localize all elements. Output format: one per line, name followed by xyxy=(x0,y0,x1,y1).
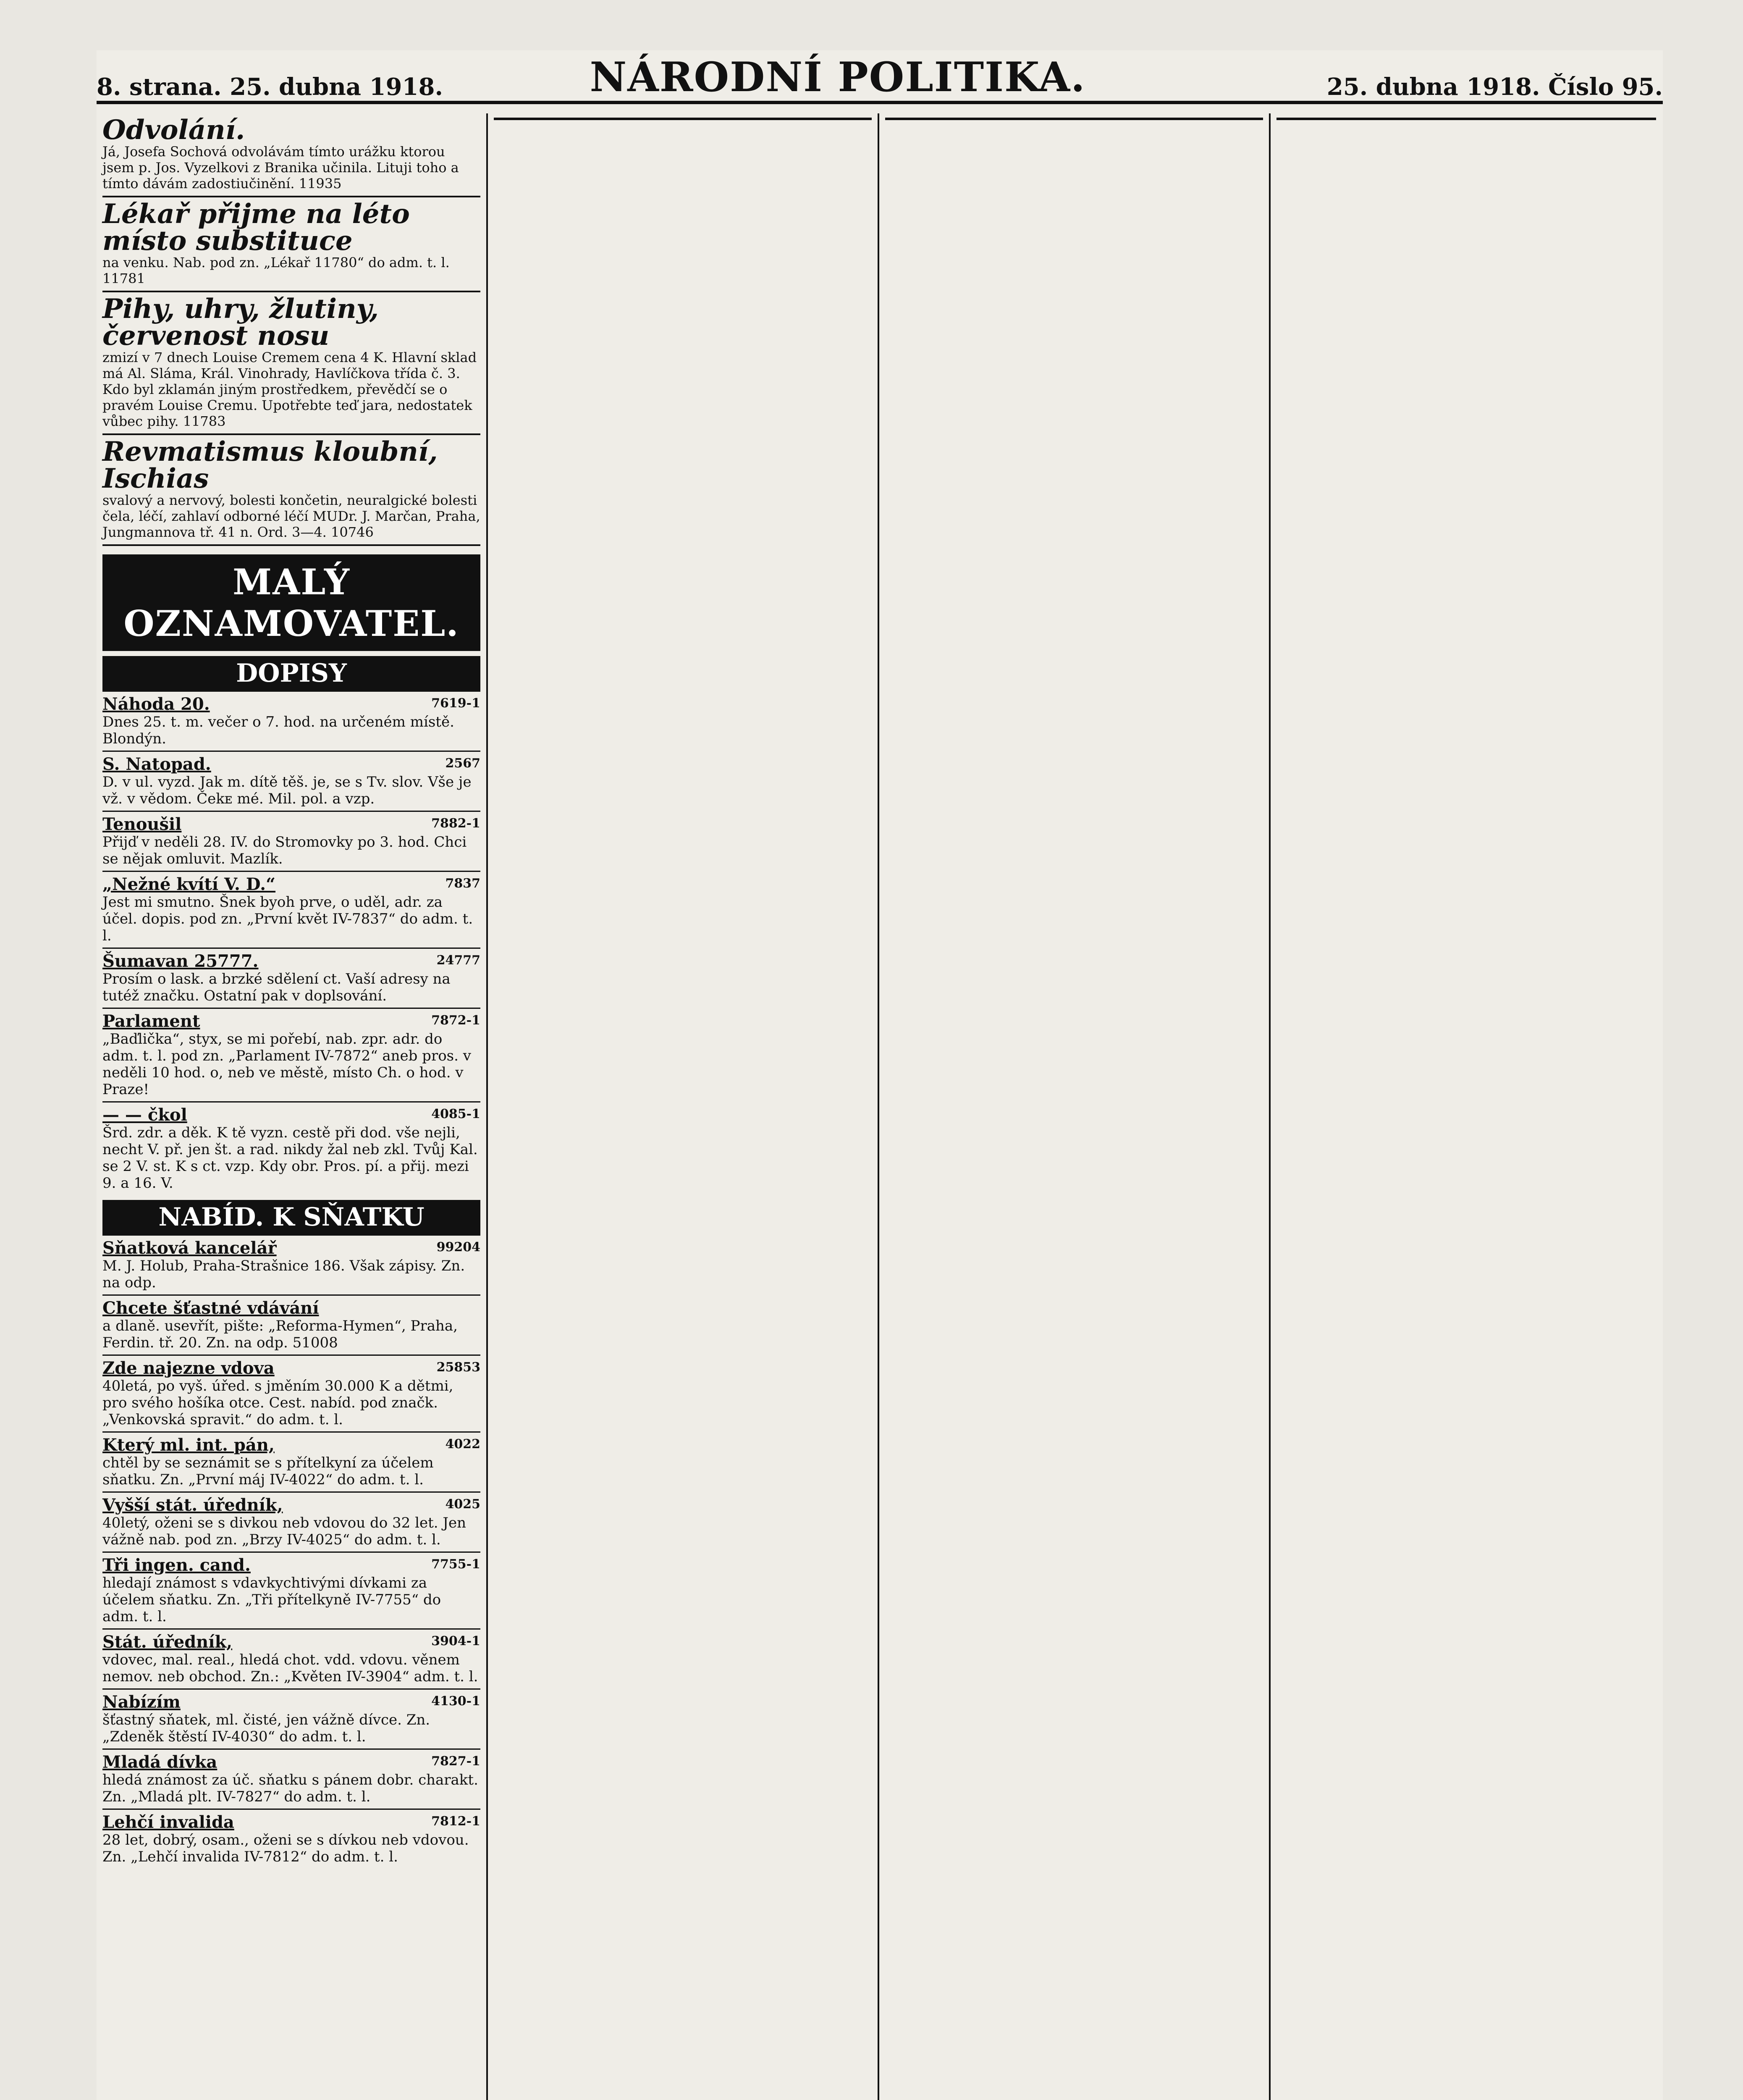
ad-text: a dlaně. usevřít, pište: „Reforma-Hymen“, Praha, Ferdin. tř. 20. Zn. na odp. 51008 xyxy=(102,1318,458,1351)
ad-title: „Nežné kvítí V. D.“ xyxy=(102,874,276,894)
top-ad-title: Lékař přijme na léto místo substituce xyxy=(102,198,410,257)
column-rule xyxy=(885,118,1263,120)
ad-text: chtěl by se seznámit se s přítelkyní za účelem sňatku. Zn. „První máj IV-4022“ do adm. t. l. xyxy=(102,1454,434,1488)
ad-text: hledá známost za úč. sňatku s pánem dobr. charakt. Zn. „Mladá plt. IV-7827“ do adm. t. l. xyxy=(102,1772,478,1805)
ad-title: Tenoušil xyxy=(102,814,182,834)
section-banner: NABÍD. K SŇATKU xyxy=(102,1200,480,1234)
ad-title: Stát. úředník, xyxy=(102,1632,233,1652)
classified-ad xyxy=(102,1008,480,1101)
ad-code: 7882-1 xyxy=(431,816,480,831)
ad-text: hledají známost s vdavkychtivými dívkami za účelem sňatku. Zn. „Tři přítelkyně IV-7755“ do adm. t. l. xyxy=(102,1575,441,1625)
ad-text: Dnes 25. t. m. večer o 7. hod. na určeném místě. Blondýn. xyxy=(102,714,454,747)
ad-code: 99204 xyxy=(436,1240,480,1255)
ad-header xyxy=(102,1633,480,1651)
ads-column-2 xyxy=(488,113,879,2100)
top-ad-title: Revmatismus kloubní, Ischias xyxy=(102,436,438,494)
classified-ad xyxy=(102,1294,480,1354)
ad-text: 28 let, dobrý, osam., oženi se s dívkou neb vdovou. Zn. „Lehčí invalida IV-7812“ do adm. t. l. xyxy=(102,1832,469,1865)
ad-code: 7755-1 xyxy=(431,1557,480,1572)
ad-text: M. J. Holub, Praha-Strašnice 186. Však zápisy. Zn. na odp. xyxy=(102,1257,465,1291)
ad-text: Přijď v neděli 28. IV. do Stromovky po 3. hod. Chci se nějak omluvit. Mazlík. xyxy=(102,834,467,867)
ad-header xyxy=(102,815,480,834)
ad-title: Tři ingen. cand. xyxy=(102,1555,251,1575)
classified-ad xyxy=(102,1551,480,1628)
ad-title: Vyšší stát. úředník, xyxy=(102,1495,283,1515)
classified-ad xyxy=(102,690,480,751)
classified-ad xyxy=(102,871,480,948)
top-ad-text: Já, Josefa Sochová odvolávám tímto urážku ktorou jsem p. Jos. Vyzelkovi z Branika učinila. Lituji toho a tímto dávám zadostiučinění. 11935 xyxy=(102,144,459,192)
top-ad-title: Odvolání. xyxy=(102,114,245,146)
ad-code: 7619-1 xyxy=(431,696,480,711)
ad-text: D. v ul. vyzd. Jak m. dítě těš. je, se s Tv. slov. Vše je vž. v vědom. Čekᴇ mé. Mil. pol. a vzp. xyxy=(102,774,472,807)
classified-ad xyxy=(102,751,480,811)
ad-code: 2567 xyxy=(445,756,480,771)
ad-header xyxy=(102,1436,480,1454)
top-ad xyxy=(102,292,480,435)
ad-title: Který ml. int. pán, xyxy=(102,1435,275,1455)
ad-header xyxy=(102,755,480,774)
ad-header xyxy=(102,1239,480,1257)
classified-ad xyxy=(102,1748,480,1809)
ad-title: Sňatková kancelář xyxy=(102,1238,277,1258)
classified-ad xyxy=(102,1354,480,1431)
ad-code: 24777 xyxy=(436,953,480,968)
ad-title: Nabízím xyxy=(102,1692,181,1712)
classified-ad xyxy=(102,1234,480,1294)
ad-code: 7827-1 xyxy=(431,1754,480,1769)
ad-header xyxy=(102,1299,480,1318)
small-ads-banner: MALÝ OZNAMOVATEL. xyxy=(102,554,480,651)
ad-header xyxy=(102,875,480,894)
section-banner: DOPISY xyxy=(102,656,480,690)
top-ad-text: zmizí v 7 dnech Louise Cremem cena 4 K. Hlavní sklad má Al. Sláma, Král. Vinohrady, Havlíčkova třída č. 3. Kdo byl zklamán jiným prostředkem, převědčí se o pravém Louise Cremu. Upotřebte teď jara, nedostatek vůbec pihy. 11783 xyxy=(102,349,477,429)
ad-text: Prosím o lask. a brzké sdělení ct. Vaší adresy na tutéž značku. Ostatní pak v doplsování. xyxy=(102,971,451,1004)
ad-title: Náhoda 20. xyxy=(102,694,210,714)
top-ad-text: na venku. Nab. pod zn. „Lékař 11780“ do adm. t. l. 11781 xyxy=(102,255,450,286)
top-ad-text: svalový a nervový, bolesti končetin, neuralgické bolesti čela, léčí, zahlaví odborné léčí MUDr. J. Marčan, Praha, Jungmannova tř. 41 n. Ord. 3—4. 10746 xyxy=(102,492,480,540)
ad-code: 7812-1 xyxy=(431,1814,480,1829)
top-ad xyxy=(102,197,480,292)
classified-ad xyxy=(102,1809,480,1869)
header-left: 8. strana. 25. dubna 1918. xyxy=(97,73,443,101)
masthead-title: NÁRODNÍ POLITIKA. xyxy=(590,53,1086,101)
ad-code: 4130-1 xyxy=(431,1694,480,1709)
top-ad xyxy=(102,113,480,197)
ads-column-1 xyxy=(97,113,488,2100)
ad-header xyxy=(102,1693,480,1712)
ad-header xyxy=(102,1753,480,1772)
ads-columns xyxy=(97,113,1663,2100)
classified-ad xyxy=(102,1688,480,1748)
ad-header xyxy=(102,695,480,714)
ad-code: 4085-1 xyxy=(431,1107,480,1121)
column-rule xyxy=(1276,118,1656,120)
ad-title: Mladá dívka xyxy=(102,1752,218,1772)
column-rule xyxy=(494,118,872,120)
classified-ad xyxy=(102,1101,480,1195)
ad-code: 4025 xyxy=(445,1497,480,1512)
top-ads xyxy=(102,113,480,546)
ad-text: Šrd. zdr. a děk. K tě vyzn. cestě při dod. vše nejli, necht V. př. jen št. a rad. nikdy žal neb zkl. Tvůj Kal. se 2 V. st. K s ct. vzp. Kdy obr. Pros. pí. a přij. mezi 9. a 16. V. xyxy=(102,1124,478,1192)
ad-header xyxy=(102,1012,480,1031)
ad-text: 40letá, po vyš. úřed. s jměním 30.000 K a dětmi, pro svého hošíka otce. Cest. nabíd. pod značk. „Venkovská spravit.“ do adm. t. l. xyxy=(102,1378,453,1428)
ad-text: vdovec, mal. real., hledá chot. vdd. vdovu. věnem nemov. neb obchod. Zn.: „Květen IV-3904“ adm. t. l. xyxy=(102,1651,478,1685)
ads-column-3 xyxy=(879,113,1271,2100)
top-ad-title: Pihy, uhry, žlutiny, červenost nosu xyxy=(102,293,379,352)
page-header xyxy=(97,50,1663,104)
ad-text: Jest mi smutno. Šnek byoh prve, o uděl, adr. za účel. dopis. pod zn. „První květ IV-7837“ do adm. t. l. xyxy=(102,894,473,944)
ad-code: 25853 xyxy=(436,1360,480,1375)
ad-code: 3904-1 xyxy=(431,1634,480,1648)
ad-text: 40letý, oženi se s divkou neb vdovou do 32 let. Jen vážně nab. pod zn. „Brzy IV-4025“ do adm. t. l. xyxy=(102,1515,467,1548)
ad-title: Lehčí invalida xyxy=(102,1812,234,1832)
ad-title: S. Natopad. xyxy=(102,754,211,774)
top-ad xyxy=(102,435,480,546)
ad-title: Zde najezne vdova xyxy=(102,1358,275,1378)
classified-ad xyxy=(102,811,480,871)
ads-sections xyxy=(102,656,480,1869)
ad-title: — — čkol xyxy=(102,1105,187,1125)
ad-code: 4022 xyxy=(445,1437,480,1452)
ad-header xyxy=(102,1106,480,1124)
ad-text: „Baďlička“, styx, se mi pořebí, nab. zpr. adr. do adm. t. l. pod zn. „Parlament IV-7872“ aneb pros. v neděli 10 hod. o, neb ve městě, místo Ch. o hod. v Praze! xyxy=(102,1031,471,1098)
ad-text: šťastný sňatek, ml. čisté, jen vážně dívce. Zn. „Zdeněk štěstí IV-4030“ do adm. t. l. xyxy=(102,1712,430,1745)
ad-title: Parlament xyxy=(102,1011,200,1031)
ad-header xyxy=(102,952,480,971)
classified-ad xyxy=(102,1491,480,1551)
ad-code: 7872-1 xyxy=(431,1013,480,1028)
ad-title: Chcete šťastné vdávání xyxy=(102,1298,319,1318)
header-right: 25. dubna 1918. Číslo 95. xyxy=(1326,73,1663,101)
classified-ad xyxy=(102,948,480,1008)
ad-header xyxy=(102,1556,480,1575)
ads-column-4 xyxy=(1271,113,1662,2100)
classified-ad xyxy=(102,1431,480,1491)
ad-code: 7837 xyxy=(445,876,480,891)
classified-ad xyxy=(102,1628,480,1688)
newspaper-page xyxy=(97,50,1663,2100)
ad-title: Šumavan 25777. xyxy=(102,951,259,971)
ad-header xyxy=(102,1813,480,1832)
ad-header xyxy=(102,1496,480,1515)
ad-header xyxy=(102,1359,480,1378)
